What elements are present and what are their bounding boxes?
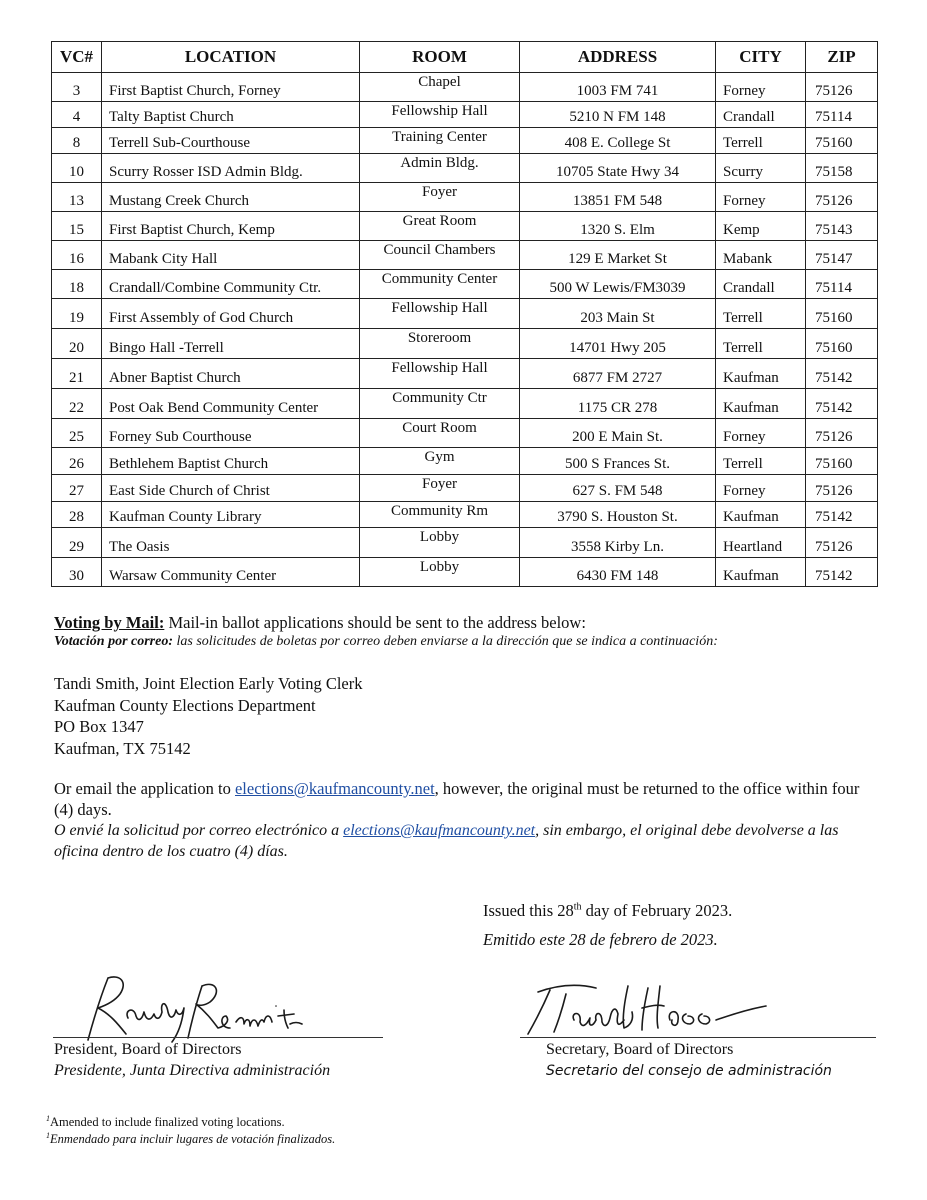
secretary-signature-line [520, 1037, 876, 1038]
cell-vc: 19 [52, 299, 102, 329]
email-instructions-es [54, 820, 874, 862]
secretary-title-es: Secretario del consejo de administración [546, 1063, 832, 1079]
table-row [52, 448, 878, 475]
footnote-marker: 1 [46, 1114, 50, 1123]
cell-zip: 75158 [806, 154, 878, 183]
cell-room: Foyer [360, 183, 520, 212]
email-text-after: , however, the original must be returned to the office within four (4) days. [54, 779, 860, 819]
table-row [52, 212, 878, 241]
cell-zip: 75126 [806, 528, 878, 558]
cell-zip: 75142 [806, 558, 878, 587]
cell-vc: 10 [52, 154, 102, 183]
cell-location: Bingo Hall -Terrell [102, 329, 360, 359]
mail-instructions-es [54, 633, 718, 651]
cell-room: Council Chambers [360, 241, 520, 270]
header-room: ROOM [360, 42, 520, 73]
cell-location: Terrell Sub-Courthouse [102, 128, 360, 154]
cell-vc: 21 [52, 359, 102, 389]
cell-vc: 8 [52, 128, 102, 154]
cell-city: Mabank [716, 241, 806, 270]
secretary-signature [520, 980, 780, 1040]
cell-room: Lobby [360, 528, 520, 558]
footnote-text: Amended to include finalized voting locations. [50, 1115, 285, 1130]
cell-city: Crandall [716, 270, 806, 299]
cell-city: Forney [716, 183, 806, 212]
cell-zip: 75160 [806, 128, 878, 154]
cell-room: Community Rm [360, 502, 520, 528]
cell-city: Kemp [716, 212, 806, 241]
cell-zip: 75160 [806, 448, 878, 475]
cell-location: Bethlehem Baptist Church [102, 448, 360, 475]
issued-es: Emitido este 28 de febrero de 2023. [483, 930, 718, 949]
table-row [52, 241, 878, 270]
cell-room: Foyer [360, 475, 520, 502]
secretary-title: Secretary, Board of Directors [546, 1041, 734, 1058]
cell-zip: 75126 [806, 475, 878, 502]
cell-address: 6430 FM 148 [520, 558, 716, 587]
cell-room: Community Center [360, 270, 520, 299]
header-city: CITY [716, 42, 806, 73]
cell-address: 627 S. FM 548 [520, 475, 716, 502]
cell-location: First Assembly of God Church [102, 299, 360, 329]
mail-text: Mail-in ballot applications should be sent to the address below: [164, 613, 586, 632]
cell-zip: 75147 [806, 241, 878, 270]
cell-address: 3558 Kirby Ln. [520, 528, 716, 558]
cell-room: Fellowship Hall [360, 299, 520, 329]
president-signature [80, 972, 320, 1044]
issued-prefix: Issued this 28 [483, 901, 574, 920]
table-row [52, 558, 878, 587]
cell-location: Crandall/Combine Community Ctr. [102, 270, 360, 299]
cell-room: Lobby [360, 558, 520, 587]
cell-address: 5210 N FM 148 [520, 102, 716, 128]
cell-zip: 75142 [806, 389, 878, 419]
cell-address: 129 E Market St [520, 241, 716, 270]
cell-vc: 29 [52, 528, 102, 558]
cell-vc: 3 [52, 73, 102, 102]
cell-city: Terrell [716, 128, 806, 154]
cell-location: Talty Baptist Church [102, 102, 360, 128]
table-body [52, 73, 878, 587]
cell-address: 200 E Main St. [520, 419, 716, 448]
table-row [52, 419, 878, 448]
cell-vc: 18 [52, 270, 102, 299]
cell-zip: 75160 [806, 299, 878, 329]
cell-vc: 30 [52, 558, 102, 587]
email-section [54, 778, 874, 862]
cell-city: Kaufman [716, 558, 806, 587]
cell-location: Post Oak Bend Community Center [102, 389, 360, 419]
cell-city: Forney [716, 419, 806, 448]
email-link[interactable]: elections@kaufmancounty.net [234, 779, 435, 798]
table-row [52, 299, 878, 329]
cell-location: Warsaw Community Center [102, 558, 360, 587]
cell-room: Admin Bldg. [360, 154, 520, 183]
cell-vc: 25 [52, 419, 102, 448]
header-location: LOCATION [102, 42, 360, 73]
header-zip: ZIP [806, 42, 878, 73]
address-line: Tandi Smith, Joint Election Early Voting Clerk [54, 674, 363, 693]
cell-room: Storeroom [360, 329, 520, 359]
cell-vc: 13 [52, 183, 102, 212]
cell-location: East Side Church of Christ [102, 475, 360, 502]
table-row [52, 183, 878, 212]
table-row [52, 154, 878, 183]
president-signature-line [53, 1037, 383, 1038]
email-text-before-es: O envié la solicitud por correo electrónico a [54, 822, 344, 839]
cell-address: 1003 FM 741 [520, 73, 716, 102]
cell-address: 3790 S. Houston St. [520, 502, 716, 528]
cell-address: 1175 CR 278 [520, 389, 716, 419]
cell-location: Abner Baptist Church [102, 359, 360, 389]
cell-city: Heartland [716, 528, 806, 558]
cell-address: 1320 S. Elm [520, 212, 716, 241]
voting-by-mail-section [54, 612, 718, 651]
cell-vc: 27 [52, 475, 102, 502]
cell-city: Kaufman [716, 502, 806, 528]
cell-vc: 20 [52, 329, 102, 359]
table-row [52, 528, 878, 558]
table-row [52, 359, 878, 389]
cell-location: Scurry Rosser ISD Admin Bldg. [102, 154, 360, 183]
address-line: Kaufman County Elections Department [54, 695, 316, 715]
table-row [52, 128, 878, 154]
mailing-address [54, 673, 363, 759]
cell-address: 203 Main St [520, 299, 716, 329]
cell-zip: 75114 [806, 102, 878, 128]
table-header-row [52, 42, 878, 73]
footnote-es [46, 1128, 335, 1147]
cell-zip: 75142 [806, 502, 878, 528]
cell-zip: 75142 [806, 359, 878, 389]
cell-address: 10705 State Hwy 34 [520, 154, 716, 183]
cell-city: Terrell [716, 448, 806, 475]
cell-city: Crandall [716, 102, 806, 128]
cell-address: 500 W Lewis/FM3039 [520, 270, 716, 299]
cell-vc: 4 [52, 102, 102, 128]
cell-room: Court Room [360, 419, 520, 448]
president-title: President, Board of Directors [54, 1041, 242, 1058]
cell-location: Forney Sub Courthouse [102, 419, 360, 448]
president-title-es: Presidente, Junta Directiva administración [54, 1062, 331, 1079]
issued-suffix: day of February 2023. [581, 901, 733, 920]
cell-zip: 75126 [806, 419, 878, 448]
cell-location: Kaufman County Library [102, 502, 360, 528]
table-row [52, 102, 878, 128]
cell-room: Chapel [360, 73, 520, 102]
footnote-marker-es: 1 [46, 1131, 50, 1140]
cell-city: Kaufman [716, 389, 806, 419]
cell-zip: 75114 [806, 270, 878, 299]
email-instructions-en [54, 778, 874, 820]
cell-room: Gym [360, 448, 520, 475]
cell-zip: 75126 [806, 73, 878, 102]
address-line: PO Box 1347 [54, 717, 144, 736]
table-row [52, 329, 878, 359]
cell-vc: 26 [52, 448, 102, 475]
cell-zip: 75126 [806, 183, 878, 212]
cell-address: 6877 FM 2727 [520, 359, 716, 389]
cell-location: The Oasis [102, 528, 360, 558]
table-row [52, 475, 878, 502]
table-row [52, 389, 878, 419]
table-row [52, 73, 878, 102]
cell-city: Kaufman [716, 359, 806, 389]
cell-room: Training Center [360, 128, 520, 154]
cell-address: 408 E. College St [520, 128, 716, 154]
cell-room: Fellowship Hall [360, 359, 520, 389]
voting-locations-table [51, 41, 878, 587]
footnote-text-es: Enmendado para incluir lugares de votación finalizados. [50, 1132, 336, 1147]
cell-location: Mabank City Hall [102, 241, 360, 270]
cell-vc: 15 [52, 212, 102, 241]
mail-heading-es: Votación por correo: [54, 634, 173, 649]
table-row [52, 502, 878, 528]
cell-city: Forney [716, 475, 806, 502]
address-line: Kaufman, TX 75142 [54, 738, 191, 758]
cell-room: Fellowship Hall [360, 102, 520, 128]
email-link-es[interactable]: elections@kaufmancounty.net [343, 822, 536, 839]
email-text-after-es: , sin embargo, el original debe devolverse a las oficina dentro de los cuatro (4) días. [54, 822, 839, 860]
issued-en [483, 896, 732, 925]
cell-zip: 75143 [806, 212, 878, 241]
cell-location: First Baptist Church, Kemp [102, 212, 360, 241]
issued-sup: th [573, 901, 582, 913]
cell-room: Great Room [360, 212, 520, 241]
cell-city: Scurry [716, 154, 806, 183]
mail-instructions-en [54, 612, 718, 633]
issued-date [483, 896, 732, 954]
mail-text-es: las solicitudes de boletas por correo deben enviarse a la dirección que se indica a continuación: [173, 634, 718, 649]
cell-address: 14701 Hwy 205 [520, 329, 716, 359]
cell-vc: 22 [52, 389, 102, 419]
cell-zip: 75160 [806, 329, 878, 359]
cell-room: Community Ctr [360, 389, 520, 419]
cell-city: Terrell [716, 299, 806, 329]
mail-heading: Voting by Mail: [54, 613, 165, 632]
cell-address: 13851 FM 548 [520, 183, 716, 212]
cell-city: Terrell [716, 329, 806, 359]
header-address: ADDRESS [520, 42, 716, 73]
cell-location: Mustang Creek Church [102, 183, 360, 212]
header-vc: VC# [52, 42, 102, 73]
email-text-before: Or email the application to [54, 779, 235, 798]
cell-city: Forney [716, 73, 806, 102]
table-row [52, 270, 878, 299]
cell-location: First Baptist Church, Forney [102, 73, 360, 102]
cell-vc: 16 [52, 241, 102, 270]
cell-address: 500 S Frances St. [520, 448, 716, 475]
cell-vc: 28 [52, 502, 102, 528]
